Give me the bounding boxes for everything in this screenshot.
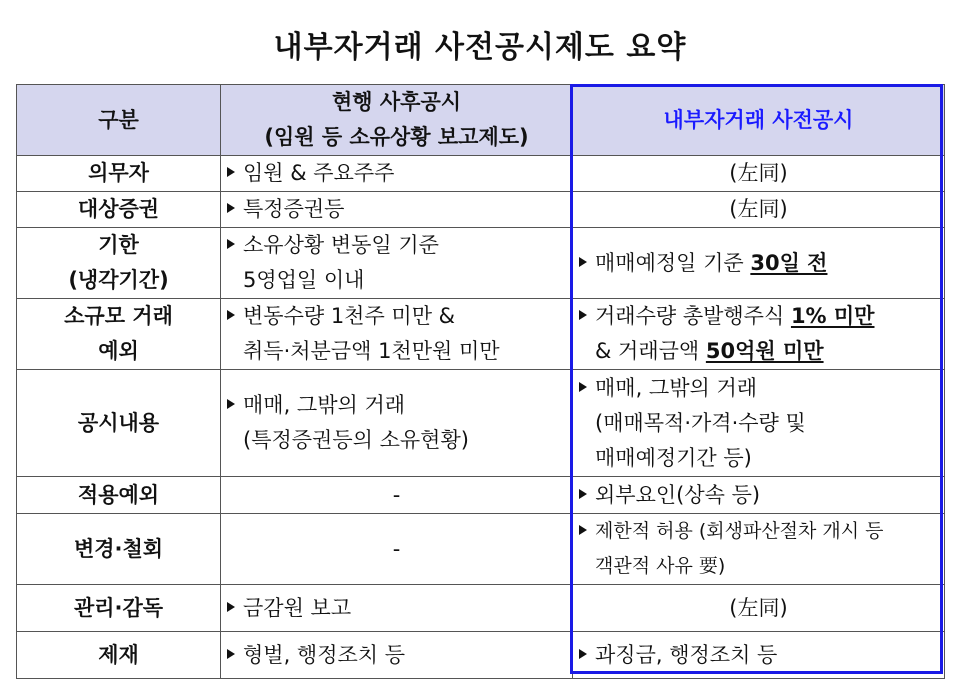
bullet-triangle-icon [579, 489, 587, 499]
bullet-triangle-icon [227, 649, 235, 659]
table-row [17, 514, 945, 585]
table-row [17, 228, 945, 299]
header-current-line2: (임원 등 소유상황 보고제도) [264, 125, 529, 149]
current-cell: 특정증권등 [221, 192, 573, 228]
table-header-row [17, 85, 945, 156]
bullet-triangle-icon [579, 257, 587, 267]
row-label: 제재 [17, 632, 221, 679]
bullet-triangle-icon [579, 649, 587, 659]
new-cell: 외부요인(상속 등) [573, 477, 945, 514]
bullet-triangle-icon [579, 525, 587, 535]
current-cell: 금감원 보고 [221, 585, 573, 632]
new-cell: 과징금, 행정조치 등 [573, 632, 945, 679]
bullet-triangle-icon [227, 167, 235, 177]
page-title: 내부자거래 사전공시제도 요약 [273, 30, 687, 65]
current-cell: - [221, 477, 573, 514]
row-label: 공시내용 [17, 370, 221, 477]
bullet-triangle-icon [227, 203, 235, 213]
table-row [17, 632, 945, 679]
table-row [17, 370, 945, 477]
row-label: 기한 (냉각기간) [17, 228, 221, 299]
current-cell: 매매, 그밖의 거래 (특정증권등의 소유현황) [221, 370, 573, 477]
new-cell: 매매, 그밖의 거래 (매매목적·가격·수량 및 매매예정기간 등) [573, 370, 945, 477]
table-row [17, 156, 945, 192]
bullet-triangle-icon [579, 382, 587, 392]
current-cell: 소유상황 변동일 기준 5영업일 이내 [221, 228, 573, 299]
row-label: 소규모 거래 예외 [17, 299, 221, 370]
current-cell: 변동수량 1천주 미만 & 취득·처분금액 1천만원 미만 [221, 299, 573, 370]
new-cell: 제한적 허용 (회생파산절차 개시 등 객관적 사유 要) [573, 514, 945, 585]
row-label: 적용예외 [17, 477, 221, 514]
header-new: 내부자거래 사전공시 [573, 85, 945, 156]
new-cell: (左同) [573, 192, 945, 228]
bullet-triangle-icon [227, 310, 235, 320]
bullet-triangle-icon [227, 239, 235, 249]
row-label: 관리·감독 [17, 585, 221, 632]
new-cell: 매매예정일 기준 30일 전 [573, 228, 945, 299]
current-cell: 임원 & 주요주주 [221, 156, 573, 192]
comparison-table [16, 84, 945, 679]
new-cell: 거래수량 총발행주식 1% 미만 & 거래금액 50억원 미만 [573, 299, 945, 370]
row-label: 대상증권 [17, 192, 221, 228]
table-row [17, 477, 945, 514]
bullet-triangle-icon [227, 399, 235, 409]
new-cell: (左同) [573, 156, 945, 192]
table-row [17, 192, 945, 228]
table-row [17, 585, 945, 632]
row-label: 변경·철회 [17, 514, 221, 585]
header-current [221, 85, 573, 156]
new-cell: (左同) [573, 585, 945, 632]
header-category: 구분 [17, 85, 221, 156]
header-current-line1: 현행 사후공시 [331, 90, 462, 114]
current-cell: 형벌, 행정조치 등 [221, 632, 573, 679]
bullet-triangle-icon [579, 310, 587, 320]
row-label: 의무자 [17, 156, 221, 192]
table-row [17, 299, 945, 370]
bullet-triangle-icon [227, 602, 235, 612]
current-cell: - [221, 514, 573, 585]
